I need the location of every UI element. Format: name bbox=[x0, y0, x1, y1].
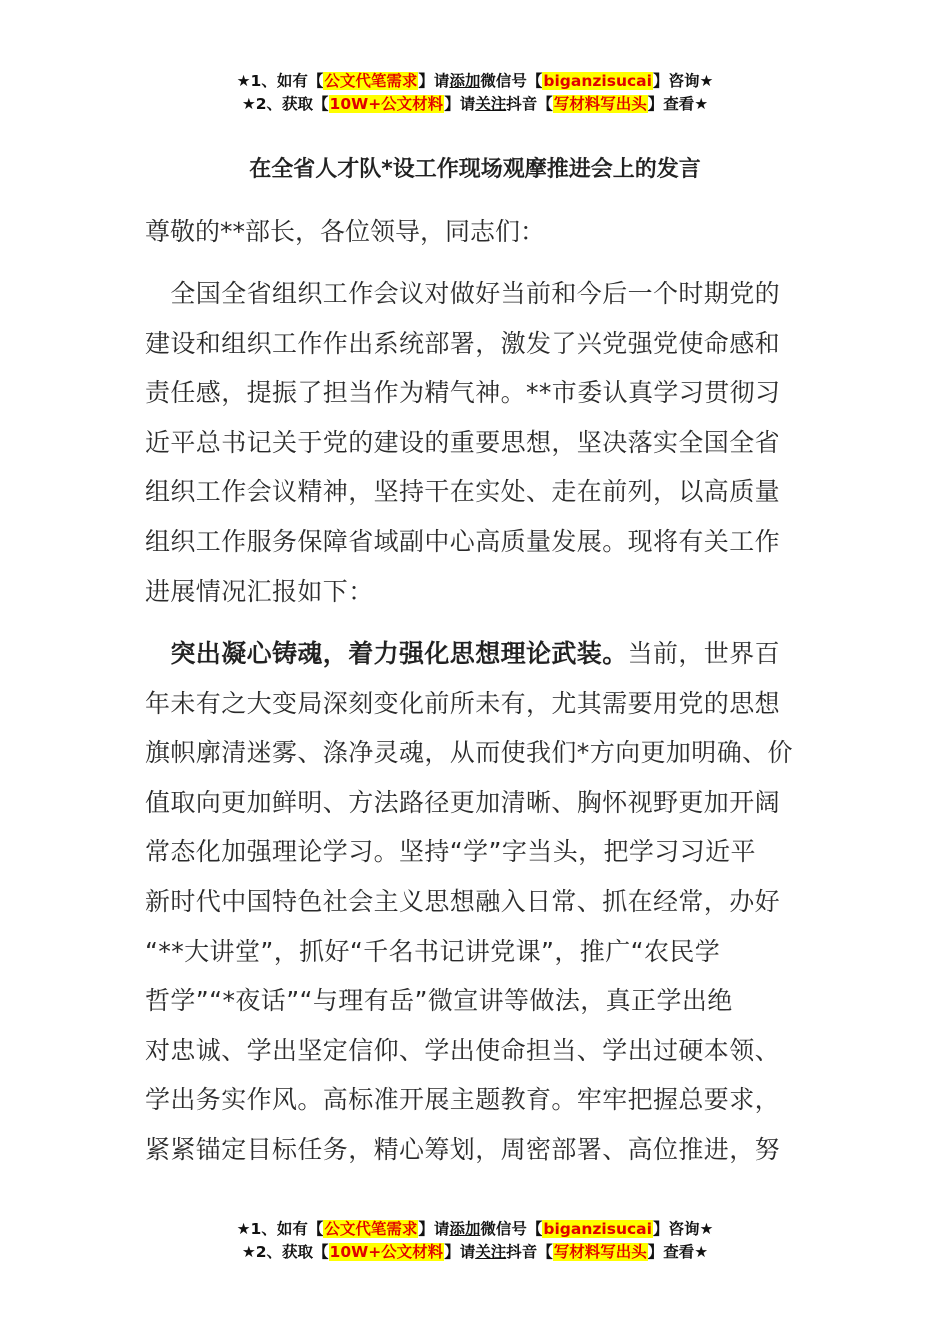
promo-text: 微信号【 bbox=[480, 1220, 543, 1238]
salutation: 尊敬的**部长，各位领导，同志们： bbox=[145, 217, 546, 246]
paragraph-line: 建设和组织工作作出系统部署，激发了兴党强党使命感和 bbox=[145, 328, 781, 358]
paragraph-line: 年未有之大变局深刻变化前所未有，尤其需要用党的思想 bbox=[145, 688, 781, 718]
promo-line-1 bbox=[0, 70, 950, 93]
promo-text: 】咨询★ bbox=[652, 72, 714, 90]
promo-text: 抖音【 bbox=[506, 95, 553, 113]
paragraph-1 bbox=[145, 269, 807, 616]
promo-text: 】请 bbox=[418, 72, 450, 90]
promo-line-2 bbox=[0, 93, 950, 116]
promo-text: 抖音【 bbox=[506, 1243, 553, 1261]
promo-text: ★2、获取【 bbox=[241, 95, 329, 113]
promo-line-1 bbox=[0, 1218, 950, 1241]
promo-text: 】请 bbox=[444, 1243, 476, 1261]
promo-highlight: 公文代笔需求 bbox=[324, 72, 418, 90]
promo-highlight: 10W+公文材料 bbox=[329, 1243, 444, 1261]
promo-underline: 添加 bbox=[449, 1220, 481, 1238]
promo-text: ★1、如有【 bbox=[236, 1220, 324, 1238]
paragraph-line: 全国全省组织工作会议对做好当前和今后一个时期党的 bbox=[145, 279, 781, 308]
paragraph-line: 组织工作会议精神，坚持干在实处、走在前列，以高质量 bbox=[145, 477, 781, 507]
promo-underline: 添加 bbox=[449, 72, 481, 90]
paragraph-line: 紧紧锚定目标任务，精心筹划，周密部署、高位推进，努 bbox=[145, 1134, 781, 1164]
promo-douyin-id: 写材料写出头 bbox=[553, 95, 647, 113]
promo-text: ★1、如有【 bbox=[236, 72, 324, 90]
promo-banner-bottom bbox=[0, 1218, 950, 1264]
promo-banner-top bbox=[0, 70, 950, 116]
promo-text: ★2、获取【 bbox=[241, 1243, 329, 1261]
section-heading: 突出凝心铸魂，着力强化思想理论武装。 bbox=[145, 639, 628, 668]
paragraph-line: 新时代中国特色社会主义思想融入日常、抓在经常，办好 bbox=[145, 886, 781, 916]
promo-wechat-id: biganzisucai bbox=[543, 1220, 652, 1238]
paragraph-text: 当前，世界百 bbox=[627, 639, 781, 668]
paragraph-line: 近平总书记关于党的建设的重要思想，坚决落实全国全省 bbox=[145, 427, 781, 457]
promo-wechat-id: biganzisucai bbox=[543, 72, 652, 90]
promo-underline: 关注 bbox=[475, 95, 507, 113]
promo-text: 】查看★ bbox=[647, 1243, 709, 1261]
paragraph-line: 进展情况汇报如下： bbox=[145, 576, 374, 606]
promo-text: 】请 bbox=[444, 95, 476, 113]
paragraph-line: 旗帜廓清迷雾、涤净灵魂，从而使我们*方向更加明确、价 bbox=[145, 738, 793, 768]
promo-highlight: 公文代笔需求 bbox=[324, 1220, 418, 1238]
paragraph-line: 组织工作服务保障省域副中心高质量发展。现将有关工作 bbox=[145, 526, 781, 556]
promo-text: 微信号【 bbox=[480, 72, 543, 90]
document-title: 在全省人才队*设工作现场观摩推进会上的发言 bbox=[249, 157, 701, 182]
promo-text: 】请 bbox=[418, 1220, 450, 1238]
promo-underline: 关注 bbox=[475, 1243, 507, 1261]
paragraph-line: 常态化加强理论学习。坚持“学”字当头，把学习习近平 bbox=[145, 837, 756, 867]
paragraph-line: “**大讲堂”，抓好“千名书记讲党课”，推广“农民学 bbox=[145, 936, 721, 966]
paragraph-line bbox=[145, 629, 807, 679]
promo-text: 】咨询★ bbox=[652, 1220, 714, 1238]
paragraph-line: 责任感，提振了担当作为精气神。**市委认真学习贯彻习 bbox=[145, 378, 781, 408]
paragraph-line: 学出务实作风。高标准开展主题教育。牢牢把握总要求， bbox=[145, 1085, 781, 1115]
promo-text: 】查看★ bbox=[647, 95, 709, 113]
promo-highlight: 10W+公文材料 bbox=[329, 95, 444, 113]
paragraph-line: 对忠诚、学出坚定信仰、学出使命担当、学出过硬本领、 bbox=[145, 1035, 781, 1065]
paragraph-2 bbox=[145, 629, 807, 1175]
paragraph-line: 值取向更加鲜明、方法路径更加清晰、胸怀视野更加开阔 bbox=[145, 787, 781, 817]
paragraph-line: 哲学”“*夜话”“与理有岳”微宣讲等做法，真正学出绝 bbox=[145, 986, 733, 1016]
promo-line-2 bbox=[0, 1241, 950, 1264]
promo-douyin-id: 写材料写出头 bbox=[553, 1243, 647, 1261]
